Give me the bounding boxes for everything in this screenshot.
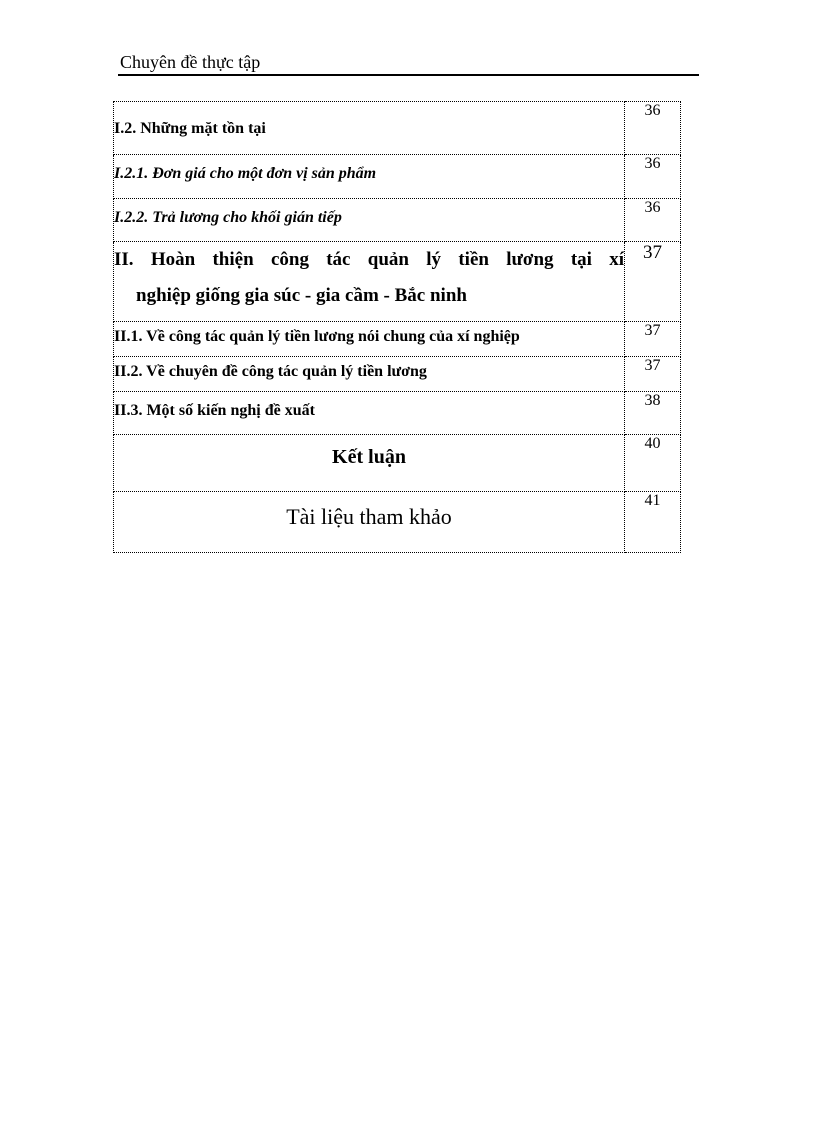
toc-page-number: 36 (625, 199, 681, 242)
toc-title-cell (114, 102, 625, 155)
toc-row[interactable] (114, 492, 681, 553)
toc-page-number: 38 (625, 392, 681, 435)
toc-entry-title: Tài liệu tham khảo (286, 504, 452, 529)
toc-page-number: 37 (625, 322, 681, 357)
toc-row[interactable] (114, 357, 681, 392)
toc-row[interactable] (114, 102, 681, 155)
toc-title-cell (114, 199, 625, 242)
toc-title-cell (114, 492, 625, 553)
toc-title-cell (114, 242, 625, 322)
toc-row[interactable] (114, 322, 681, 357)
toc-title-cell (114, 392, 625, 435)
toc-page-number: 41 (625, 492, 681, 553)
toc-title-cell (114, 357, 625, 392)
page-header-title: Chuyên đề thực tập (120, 52, 261, 72)
toc-row[interactable] (114, 155, 681, 199)
toc-page-number: 37 (625, 242, 681, 322)
toc-title-cell (114, 155, 625, 199)
toc-entry-title: II.3. Một số kiến nghị đề xuất (114, 402, 315, 419)
toc-page-number: 36 (625, 155, 681, 199)
header-rule (118, 74, 699, 76)
toc-row[interactable] (114, 435, 681, 492)
toc-entry-title: Kết luận (332, 446, 406, 468)
toc-entry-title: I.2. Những mặt tồn tại (114, 120, 266, 137)
toc-entry-title: I.2.1. Đơn giá cho một đơn vị sản phẩm (114, 165, 377, 182)
toc-page-number: 37 (625, 357, 681, 392)
toc-table (113, 101, 681, 553)
toc-entry-title: II.1. Về công tác quản lý tiền lương nói chung của xí nghiệp (114, 328, 520, 345)
toc-row[interactable] (114, 392, 681, 435)
toc-entry-title-line1: II. Hoàn thiện công tác quản lý tiền lương tại xí (114, 249, 624, 270)
toc-page-number: 40 (625, 435, 681, 492)
toc-title-cell (114, 322, 625, 357)
toc-row[interactable] (114, 242, 681, 322)
toc-page-number: 36 (625, 102, 681, 155)
toc-row[interactable] (114, 199, 681, 242)
toc-entry-title: II.2. Về chuyên đề công tác quản lý tiền lương (114, 363, 427, 380)
toc-entry-title-line2: nghiệp giống gia súc - gia cầm - Bắc ninh (136, 285, 467, 306)
toc-title-cell (114, 435, 625, 492)
toc-entry-title: I.2.2. Trả lương cho khối gián tiếp (114, 209, 342, 226)
